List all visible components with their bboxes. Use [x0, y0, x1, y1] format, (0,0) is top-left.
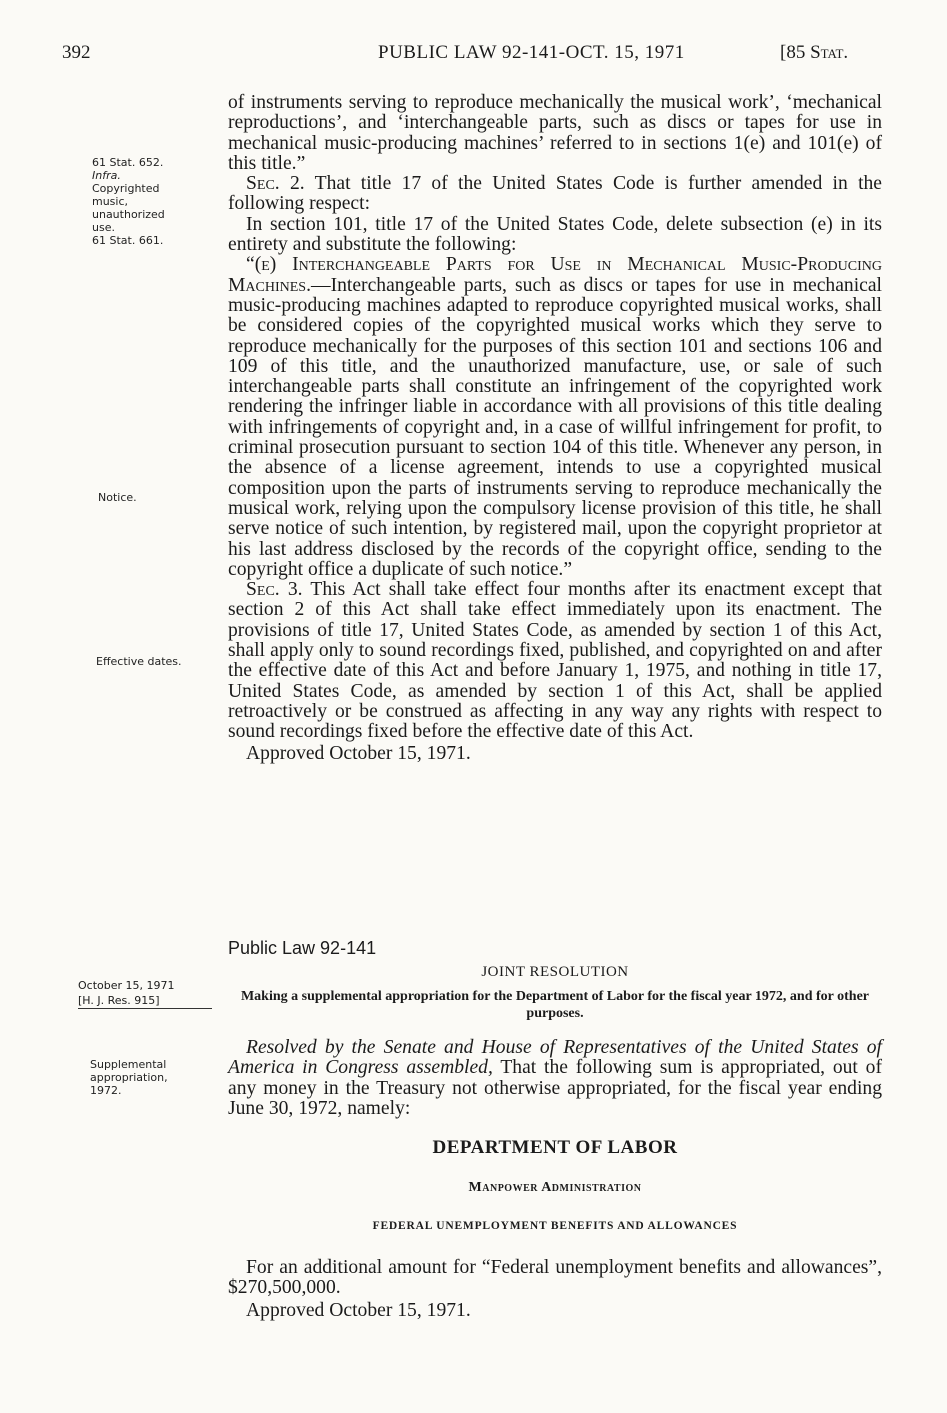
paragraph-continuation: of instruments serving to reproduce mechanically the musical work’, ‘mechanical reproductions’, and ‘interchangeable parts, such as discs or tapes for use in mechanical music-producing machines’ referred to in sections 1(e) and 101(e) of this title.”: [228, 92, 882, 174]
enactment-date-block: [78, 978, 212, 1009]
page-number: 392: [62, 42, 91, 63]
running-title: PUBLIC LAW 92-141-OCT. 15, 1971: [378, 42, 685, 63]
margin-note-block: [92, 156, 212, 247]
approved-line-1: Approved October 15, 1971.: [246, 742, 471, 764]
appropriation-body: [228, 1258, 882, 1321]
margin-copyrighted: Copyrighted music, unauthorized use.: [92, 182, 165, 234]
joint-resolution-heading: JOINT RESOLUTION: [481, 964, 629, 980]
resolution-body: [228, 1038, 882, 1119]
paragraph-sec3: Sec. 3. This Act shall take effect four months after its enactment except that section 2 of this Act shall take effect immediately upon its enactment. The provisions of title 17, United States Code, as amended by section 1 of this Act, shall apply only to sound recordings fixed, published, and copyrighted on and after the effective date of this Act and before January 1, 1975, and nothing in title 17, United States Code, as amended by section 1 of this Act, shall be applied retroactively or be construed as affecting in any way any rights with respect to sound recordings fixed before the effective date of this Act.: [228, 579, 882, 743]
margin-effective-dates: Effective dates.: [96, 655, 182, 668]
sec2-label: Sec. 2.: [246, 173, 305, 195]
department-heading: DEPARTMENT OF LABOR: [432, 1137, 678, 1158]
enactment-date: October 15, 1971: [78, 979, 175, 992]
program-heading: FEDERAL UNEMPLOYMENT BENEFITS AND ALLOWANCES: [372, 1220, 738, 1232]
margin-notice: Notice.: [98, 491, 137, 504]
joint-resolution-subtitle: Making a supplemental appropriation for the Department of Labor for the fiscal year 1972, and for other purposes.: [240, 989, 870, 1021]
margin-supplemental: Supplemental appropriation, 1972.: [90, 1058, 168, 1097]
volume-reference: [85 Stat.: [780, 42, 849, 63]
public-law-title: Public Law 92-141: [228, 938, 377, 958]
administration-heading: Manpower Administration: [468, 1180, 642, 1195]
margin-stat-652: 61 Stat. 652.: [92, 156, 164, 169]
paragraph-section101: In section 101, title 17 of the United States Code, delete subsection (e) in its entirety and substitute the following:: [228, 213, 882, 256]
bill-number: [H. J. Res. 915]: [78, 993, 212, 1009]
subsection-e-heading: “(e) Interchangeable Parts for Use in Mechanical Music-Producing Machines.: [228, 254, 882, 296]
resolving-clause: Resolved by the Senate and House of Representatives of the United States of America in Congress assembled, That the following sum is appropriated, out of any money in the Treasury not otherwise appropriated, for the fiscal year ending June 30, 1972, namely:: [228, 1037, 882, 1119]
margin-infra: Infra.: [92, 169, 121, 182]
appropriation-amount: For an additional amount for “Federal unemployment benefits and allowances”, $270,500,000.: [228, 1257, 882, 1299]
sec3-label: Sec. 3.: [246, 579, 303, 601]
paragraph-subsection-e: “(e) Interchangeable Parts for Use in Mechanical Music-Producing Machines.—Interchangeable parts, such as discs or tapes for use in mechanical music-producing machines adapted to reproduce copyrighted musical works, shall be considered copies of the copyrighted musical works which they serve to reproduce mechanically for the purposes of this section 101 and sections 106 and 109 of this title, and the unauthorized manufacture, use, or sale of such interchangeable parts shall constitute an infringement of the copyrighted work rendering the infringer liable in accordance with all provisions of this title dealing with infringements of copyright and, in a case of willful infringement for profit, to criminal prosecution pursuant to section 104 of this title. Whenever any person, in the absence of a license agreement, intends to use a copyrighted musical composition upon the parts of instruments serving to reproduce mechanically the musical work, relying upon the compulsory license provision of this title, he shall serve notice of such intention, by registered mail, upon the copyright proprietor at his last address disclosed by the records of the copyright office, sending to the copyright office a duplicate of such notice.”: [228, 254, 882, 580]
section-body-text: [228, 93, 882, 764]
approved-line-2: Approved October 15, 1971.: [246, 1299, 471, 1321]
margin-stat-661: 61 Stat. 661.: [92, 234, 164, 247]
paragraph-sec2: Sec. 2. That title 17 of the United States Code is further amended in the following respect:: [228, 173, 883, 215]
